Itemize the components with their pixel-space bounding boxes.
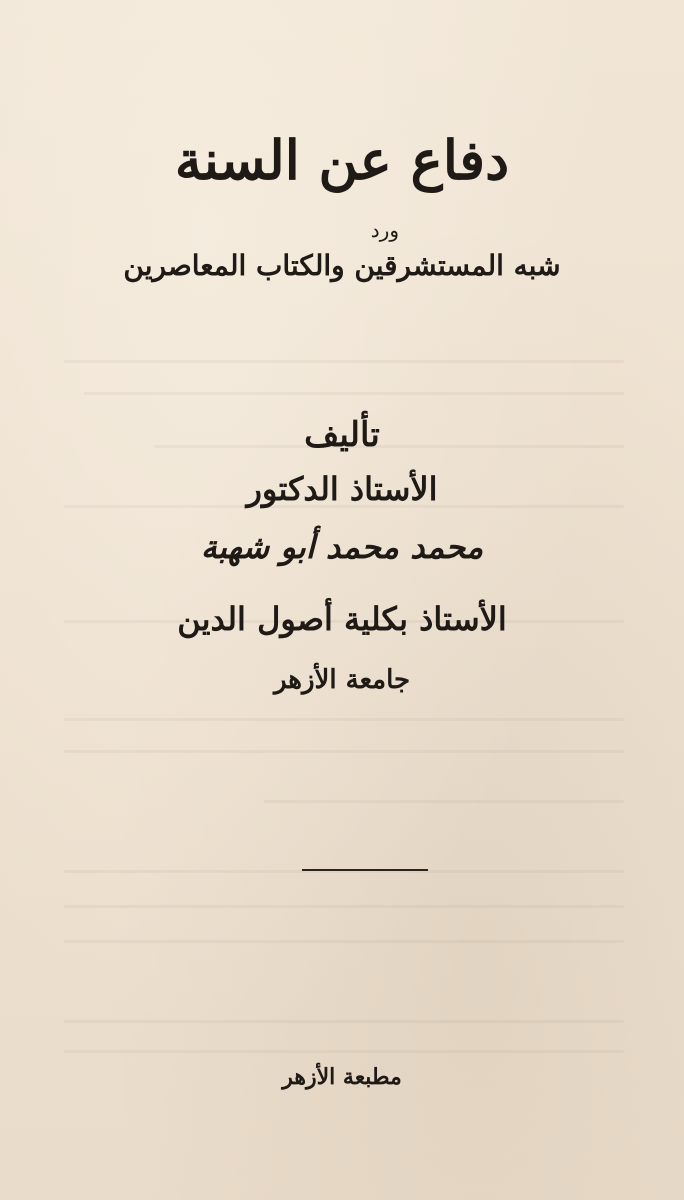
author-rank: الأستاذ الدكتور <box>246 470 438 508</box>
author-position: الأستاذ بكلية أصول الدين <box>177 600 507 638</box>
book-title: دفاع عن السنة <box>174 128 510 192</box>
divider-line <box>302 869 428 871</box>
bleed-through-line <box>264 800 624 803</box>
bleed-through-line <box>64 905 624 908</box>
publisher-press: مطبعة الأزهر <box>282 1064 402 1090</box>
conjunction-text: ورد <box>370 218 399 242</box>
bleed-through-line <box>84 392 624 395</box>
bleed-through-line <box>64 718 624 721</box>
authorship-label: تأليف <box>304 415 380 455</box>
author-name: محمد محمد أبو شهبة <box>200 528 484 566</box>
bleed-through-line <box>64 360 624 363</box>
bleed-through-line <box>64 1050 624 1053</box>
book-subtitle: شبه المستشرقين والكتاب المعاصرين <box>123 249 561 282</box>
bleed-through-line <box>64 1020 624 1023</box>
university-name: جامعة الأزهر <box>273 665 411 695</box>
bleed-through-line <box>64 750 624 753</box>
bleed-through-line <box>64 940 624 943</box>
